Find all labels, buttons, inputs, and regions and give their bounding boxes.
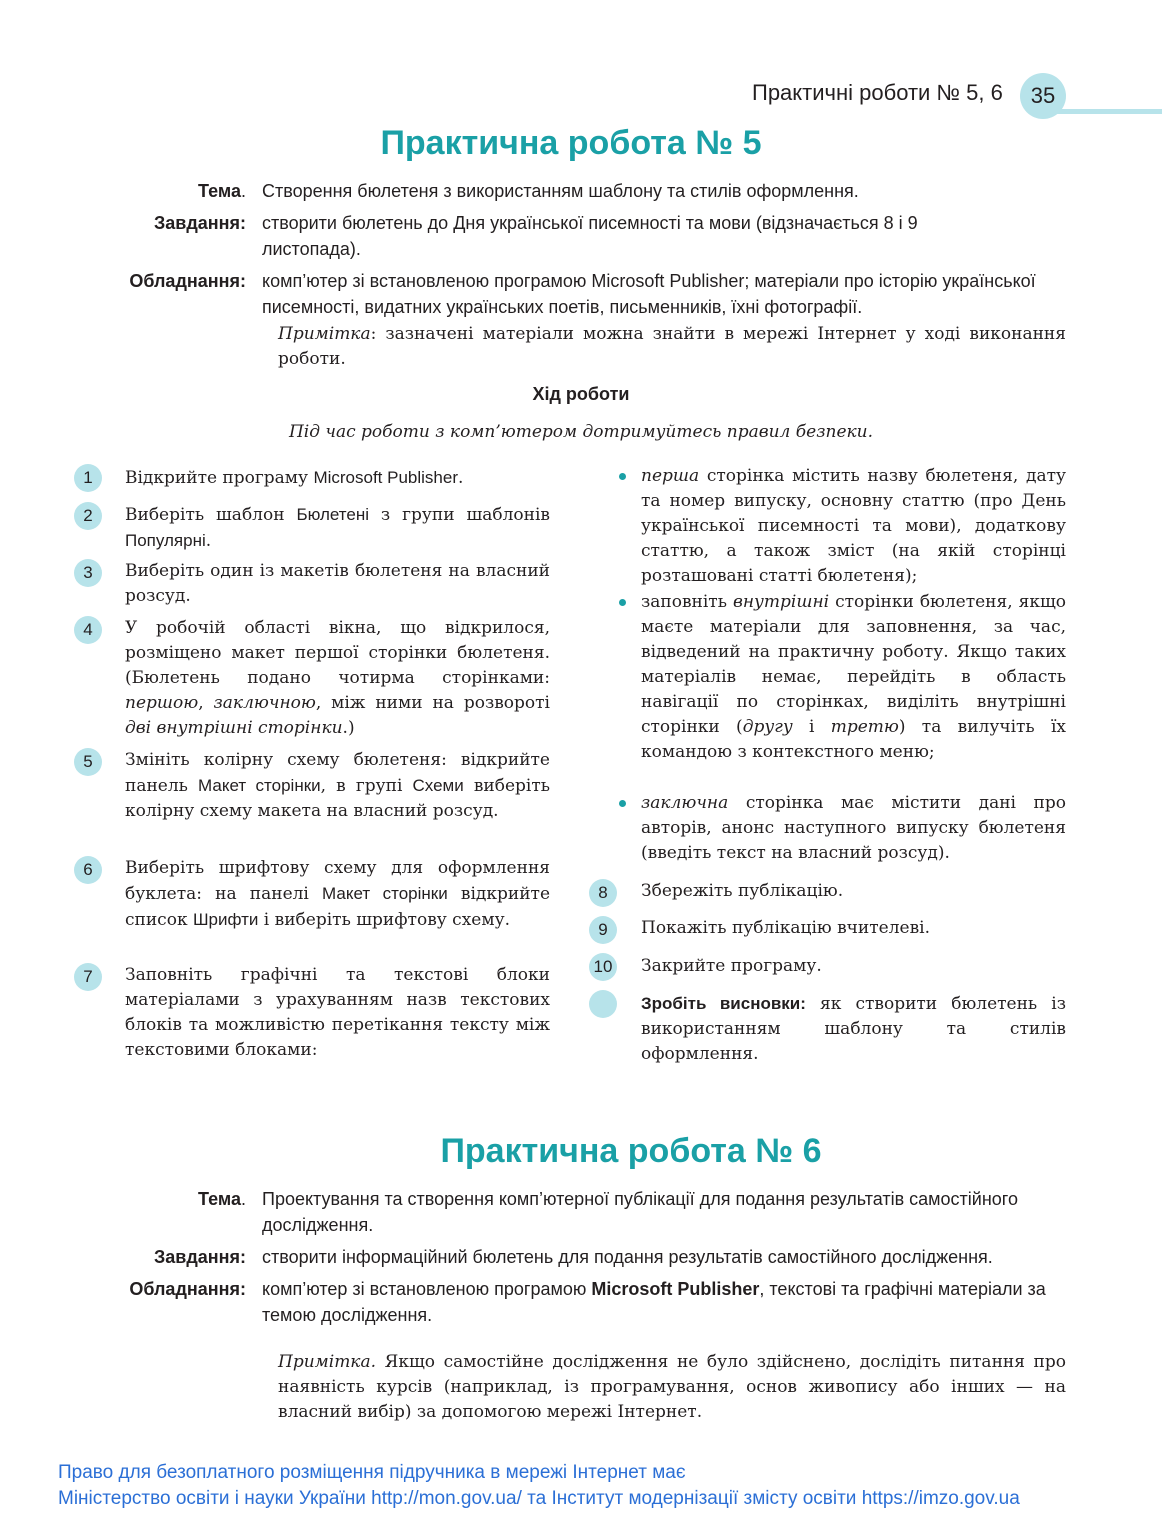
- pr5-meta: [0, 178, 1162, 326]
- step-1: Відкрийте програму Microsoft Publisher.: [125, 468, 464, 488]
- pr5-note-text: : зазначені матеріали можна знайти в мережі Інтернет у ході виконання роботи.: [278, 324, 1066, 369]
- procedure-title: Хід роботи: [532, 384, 630, 404]
- pr6-tema-label: Тема: [198, 1189, 241, 1209]
- pr5-obladnannia-row: [0, 268, 1162, 320]
- footer-line-2: Міністерство освіти і науки України http://mon.gov.ua/ та Інститут модернізації змісту освіти https://imzo.gov.ua: [58, 1488, 1020, 1509]
- step-2: Виберіть шаблон Бюлетені з групи шаблонів Популярні.: [125, 505, 550, 551]
- pr5-obladnannia-label: Обладнання:: [129, 271, 246, 291]
- step-5-number: 5: [74, 748, 102, 776]
- bullet-dot: [619, 800, 626, 807]
- step-2-number: 2: [74, 502, 102, 530]
- bullet-inner-pages: заповніть внутрішні сторінки бюлетеня, якщо маєте матеріали для заповнення, за час, відведений на практичну роботу. Якщо таких матеріалів немає, перейдіть в область навігації по сторінках, виділіть внутрішні сторінки (другу і третю) та вилучіть їх командою з контекстного меню;: [641, 590, 1066, 765]
- pr5-title: Практична робота № 5: [380, 124, 762, 162]
- pr5-tema-row: Тема. Створення бюлетеня з використанням шаблону та стилів оформлення.: [0, 178, 1162, 204]
- step-3: Виберіть один із макетів бюлетеня на власний розсуд.: [125, 561, 550, 606]
- step-5: Змініть колірну схему бюлетеня: відкрийте панель Макет сторінки, в групі Схеми виберіть колірну схему макета на власний розсуд.: [125, 750, 550, 821]
- pr5-obladnannia: комп’ютер зі встановленою програмою Microsoft Publisher; матеріали про історію української писемності, видатних українських поетів, письменників, їхні фотографії.: [262, 271, 1036, 317]
- bullet-final-page: заключна сторінка має містити дані про авторів, анонс наступного випуску бюлетеня (введіть текст на власний розсуд).: [641, 791, 1066, 866]
- bullet-dot: [619, 599, 626, 606]
- step-6: Виберіть шрифтову схему для оформлення буклета: на панелі Макет сторінки відкрийте список Шрифти і виберіть шрифтову схему.: [125, 858, 551, 930]
- step-6-number: 6: [74, 856, 102, 884]
- pr6-obladnannia: комп’ютер зі встановленою програмою Microsoft Publisher, текстові та графічні матеріали за темою дослідження.: [262, 1279, 1046, 1325]
- page-number: 35: [1020, 73, 1066, 119]
- pr5-zavdannia-row: [0, 210, 1162, 262]
- step-4: У робочій області вікна, що відкрилося, розміщено макет першої сторінки бюлетеня. (Бюлетень подано чотирма сторінками: першою, заключною, між ними на розвороті дві внутрішні сторінки.): [125, 618, 550, 738]
- step-conclusion-marker: [589, 990, 617, 1018]
- step-8: Збережіть публікацію.: [641, 881, 844, 901]
- footer-line-1: Право для безоплатного розміщення підручника в мережі Інтернет має: [58, 1462, 686, 1483]
- pr6-zavdannia-label: Завдання:: [153, 1247, 246, 1267]
- pr5-note: [278, 322, 1066, 372]
- pr6-title: Практична робота № 6: [440, 1132, 822, 1170]
- pr6-obladnannia-label: Обладнання:: [129, 1279, 246, 1299]
- pr6-zavdannia-row: [0, 1244, 1162, 1270]
- footer-rights-notice: [58, 1460, 1020, 1512]
- bullet-dot: [619, 473, 626, 480]
- step-10-number: 10: [589, 953, 617, 981]
- step-9: Покажіть публікацію вчителеві.: [641, 918, 930, 938]
- step-7-number: 7: [74, 963, 102, 991]
- bullet-first-page: перша сторінка містить назву бюлетеня, дату та номер випуску, основну статтю (про День української писемності та мови), додаткову статтю, а також зміст (на якій сторінці розташовані статті бюлетеня);: [641, 464, 1066, 589]
- pr6-meta: [0, 1186, 1162, 1334]
- pr6-note: [278, 1350, 1066, 1425]
- step-9-number: 9: [589, 916, 617, 944]
- pr5-zavdannia-label: Завдання:: [153, 213, 246, 233]
- pr5-tema: Створення бюлетеня з використанням шаблону та стилів оформлення.: [262, 181, 859, 201]
- pr5-note-label: Примітка: [278, 324, 371, 344]
- pr6-note-text: Якщо самостійне дослідження не було здійснено, дослідіть питання про наявність курсів (наприклад, із програмування, основ живопису або інших — на власний вибір) за допомогою мережі Інтернет.: [278, 1352, 1066, 1422]
- step-8-number: 8: [589, 879, 617, 907]
- running-header: Практичні роботи № 5, 6: [752, 80, 1003, 105]
- pr6-note-label: Примітка.: [278, 1352, 376, 1372]
- pr5-tema-label: Тема: [198, 181, 241, 201]
- header-rule: [1050, 109, 1162, 114]
- step-7: Заповніть графічні та текстові блоки матеріалами з урахуванням назв текстових блоків та можливістю перетікання тексту між текстовими блоками:: [125, 965, 550, 1060]
- step-4-number: 4: [74, 616, 102, 644]
- pr6-tema-row: Тема. Проектування та створення комп’ютерної публікації для подання результатів самостійного дослідження.: [0, 1186, 1162, 1238]
- step-conclusion: Зробіть висновки: як створити бюлетень із використанням шаблону та стилів оформлення.: [641, 994, 1066, 1064]
- step-3-number: 3: [74, 559, 102, 587]
- pr5-zavdannia: створити бюлетень до Дня української писемності та мови (відзначається 8 і 9 листопада).: [262, 213, 918, 259]
- pr6-tema: Проектування та створення комп’ютерної публікації для подання результатів самостійного дослідження.: [262, 1189, 1018, 1235]
- pr6-zavdannia: створити інформаційний бюлетень для подання результатів самостійного дослідження.: [262, 1247, 993, 1267]
- safety-note: Під час роботи з комп’ютером дотримуйтесь правил безпеки.: [288, 422, 874, 442]
- pr6-obladnannia-row: [0, 1276, 1162, 1328]
- step-1-number: 1: [74, 464, 102, 492]
- step-10: Закрийте програму.: [641, 956, 822, 976]
